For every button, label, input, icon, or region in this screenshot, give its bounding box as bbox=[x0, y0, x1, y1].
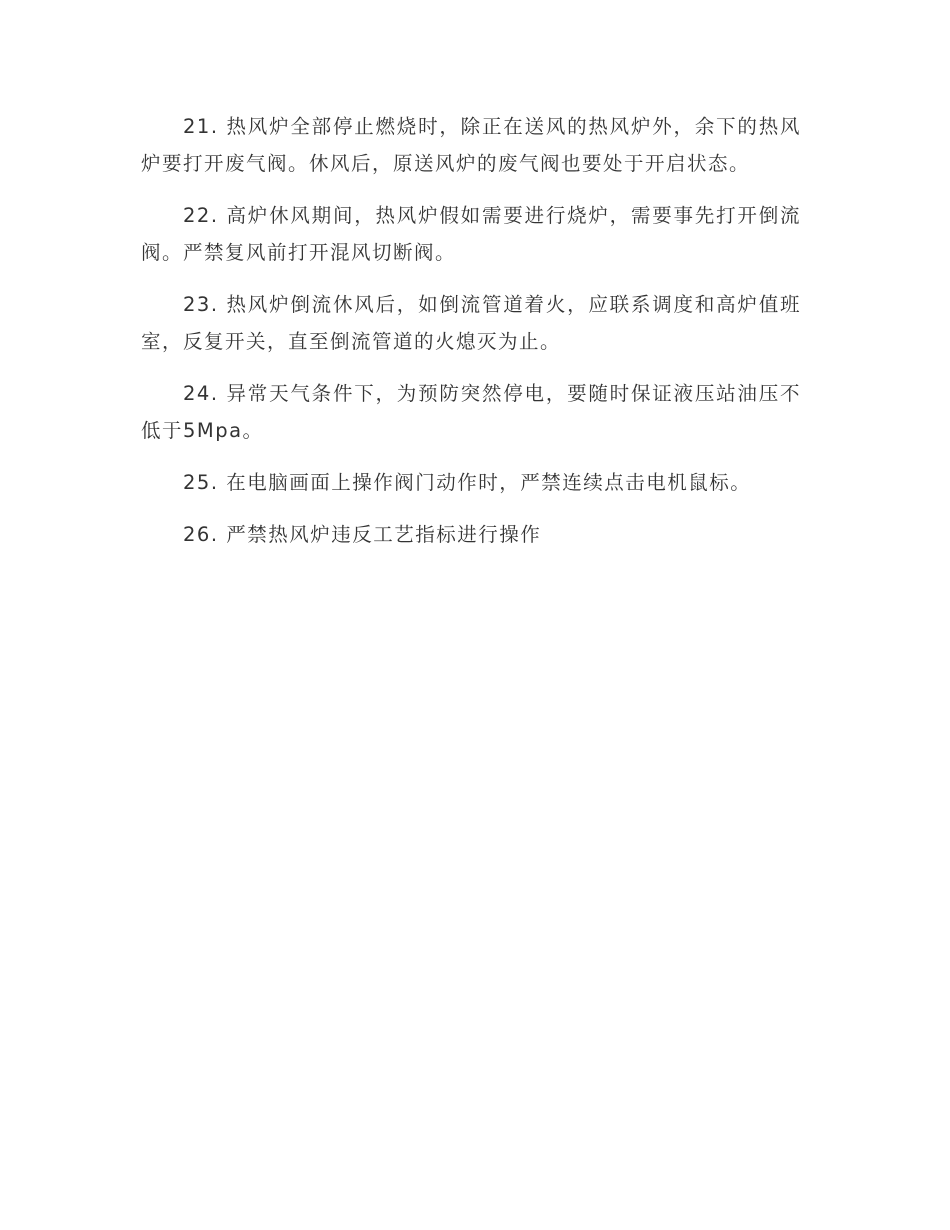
paragraph-25: 25. 在电脑画面上操作阀门动作时，严禁连续点击电机鼠标。 bbox=[183, 471, 752, 494]
paragraph-21: 21. 热风炉全部停止燃烧时，除正在送风的热风炉外，余下的热风炉要打开废气阀。休风后，原送风炉的废气阀也要处于开启状态。 bbox=[141, 115, 801, 175]
paragraph-26: 26. 严禁热风炉违反工艺指标进行操作 bbox=[183, 523, 542, 546]
document-body bbox=[141, 108, 801, 568]
paragraph-24: 24. 异常天气条件下，为预防突然停电，要随时保证液压站油压不低于5Mpa。 bbox=[141, 382, 801, 442]
paragraph-23: 23. 热风炉倒流休风后，如倒流管道着火，应联系调度和高炉值班室，反复开关，直至倒流管道的火熄灭为止。 bbox=[141, 293, 801, 353]
paragraph-22: 22. 高炉休风期间，热风炉假如需要进行烧炉，需要事先打开倒流阀。严禁复风前打开混风切断阀。 bbox=[141, 204, 801, 264]
